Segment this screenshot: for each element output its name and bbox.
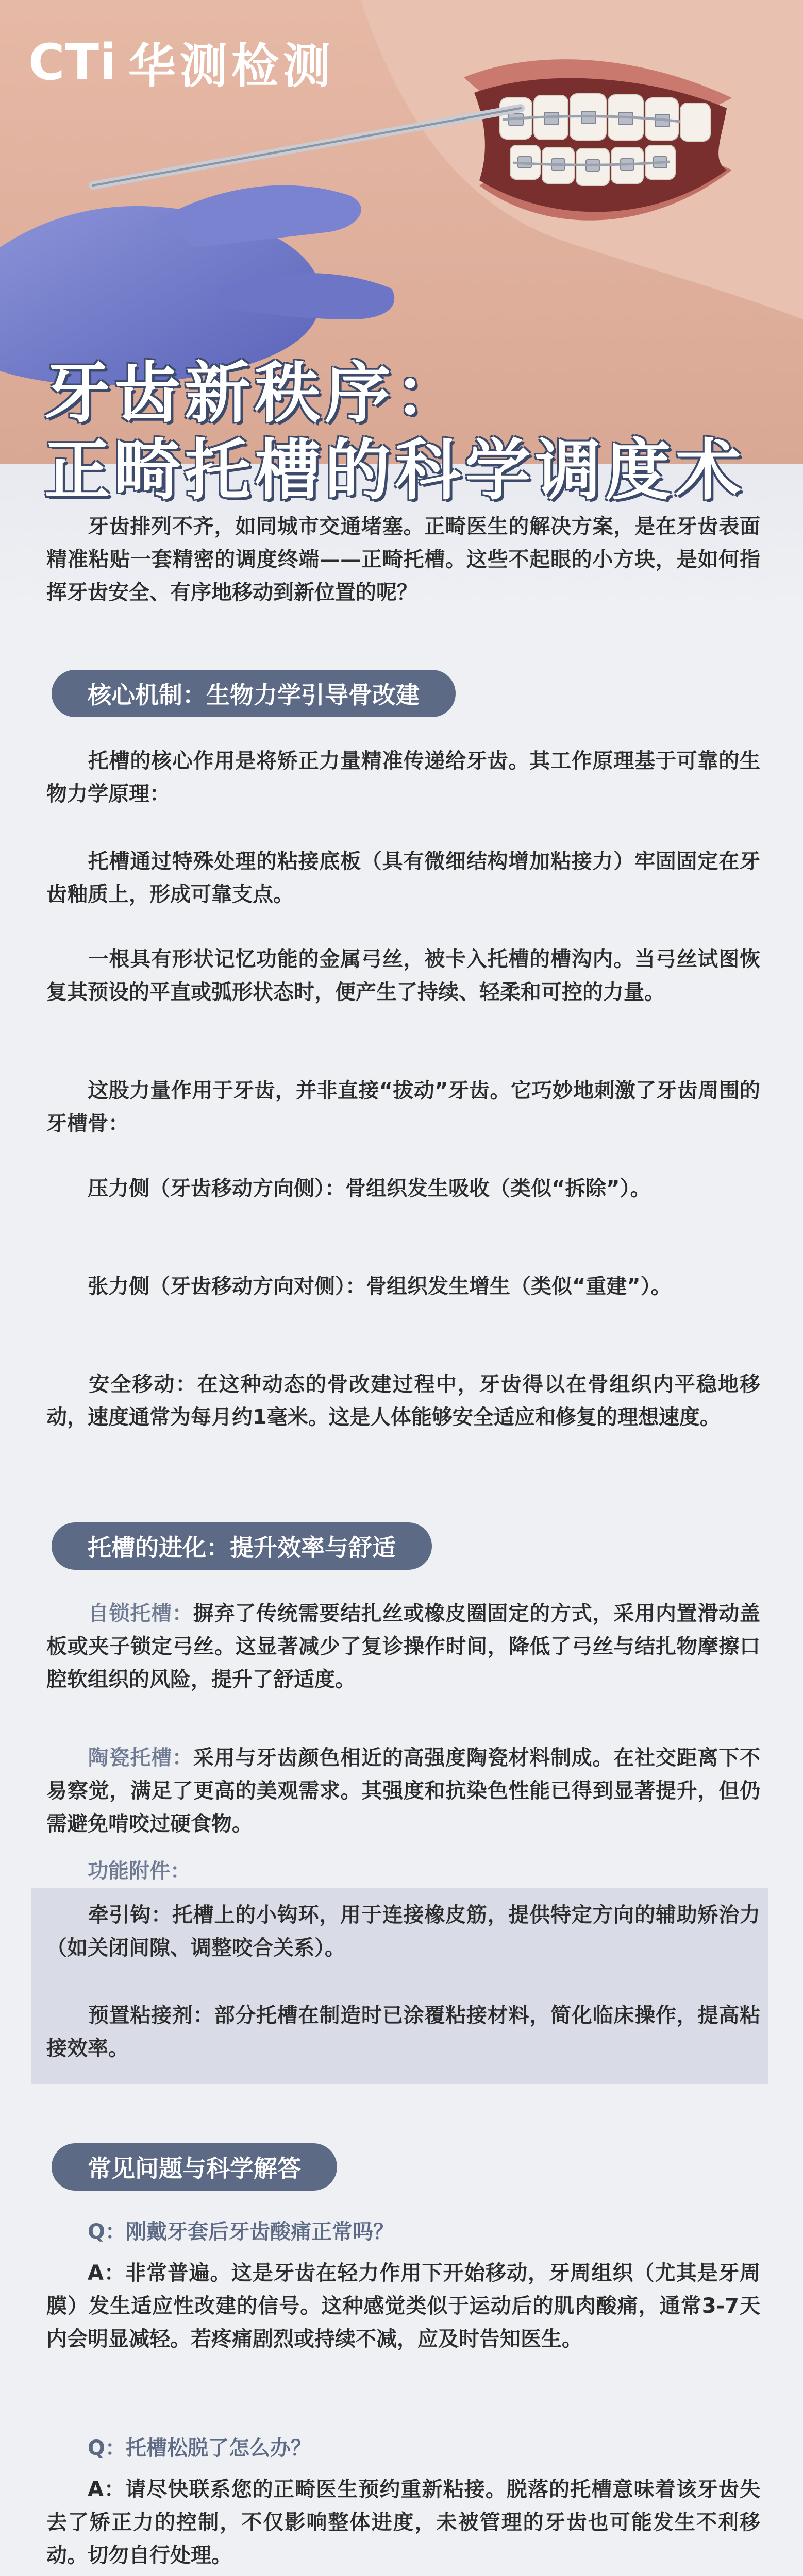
ceramic-paragraph: 陶瓷托槽：采用与牙齿颜色相近的高强度陶瓷材料制成。在社交距离下不易察觉，满足了更高的美观需求。其强度和抗染色性能已得到显著提升，但仍需避免啃咬过硬食物。 (46, 1746, 760, 1836)
hero-title-line1: 牙齿新秩序： (44, 355, 465, 432)
hero-title-line2: 正畸托槽的科学调度术 (44, 432, 746, 509)
faq-question-1: Q：刚戴牙套后牙齿酸痛正常吗？ (88, 2220, 394, 2244)
faq-answer-2: A：请尽快联系您的正畸医生预约重新粘接。脱落的托槽意味着该牙齿失去了矫正力的控制，不仅影响整体进度，未被管理的牙齿也可能发生不利移动。切勿自行处理。 (46, 2478, 760, 2567)
self-ligating-paragraph: 自锁托槽：摒弃了传统需要结扎丝或橡皮圈固定的方式，采用内置滑动盖板或夹子锁定弓丝。这显著减少了复诊操作时间，降低了弓丝与结扎物摩擦口腔软组织的风险，提升了舒适度。 (46, 1602, 760, 1691)
section-core-mechanism-header: 核心机制：生物力学引导骨改建 (52, 670, 456, 717)
section-faq-header: 常见问题与科学解答 (52, 2143, 337, 2191)
section-bracket-evolution-header: 托槽的进化：提升效率与舒适 (52, 1522, 432, 1570)
intro-paragraph: 牙齿排列不齐，如同城市交通堵塞。正畸医生的解决方案，是在牙齿表面精准粘贴一套精密的调度终端——正畸托槽。这些不起眼的小方块，是如何指挥牙齿安全、有序地移动到新位置的呢？ (46, 515, 760, 604)
section1-p4: 这股力量作用于牙齿，并非直接“拔动”牙齿。它巧妙地刺激了牙齿周围的牙槽骨： (46, 1079, 760, 1136)
section1-p6: 张力侧（牙齿移动方向对侧）：骨组织发生增生（类似“重建”）。 (88, 1275, 672, 1298)
section1-p3: 一根具有形状记忆功能的金属弓丝，被卡入托槽的槽沟内。当弓丝试图恢复其预设的平直或弧形状态时，便产生了持续、轻柔和可控的力量。 (46, 947, 760, 1004)
faq-answer-1: A：非常普遍。这是牙齿在轻力作用下开始移动，牙周组织（尤其是牙周膜）发生适应性改建的信号。这种感觉类似于运动后的肌肉酸痛，通常3-7天内会明显减轻。若疼痛剧烈或持续不减，应及时告知医生。 (46, 2261, 760, 2351)
brand-mark: CTi (28, 33, 117, 91)
section1-p2: 托槽通过特殊处理的粘接底板（具有微细结构增加粘接力）牢固固定在牙齿釉质上，形成可靠支点。 (46, 850, 760, 906)
section1-p1: 托槽的核心作用是将矫正力量精准传递给牙齿。其工作原理基于可靠的生物力学原理： (46, 749, 760, 806)
prebond-paragraph: 预置粘接剂：部分托槽在制造时已涂覆粘接材料，简化临床操作，提高粘接效率。 (46, 2004, 760, 2060)
ceramic-label: 陶瓷托槽： (88, 1746, 193, 1770)
faq-question-2: Q：托槽松脱了怎么办？ (88, 2436, 312, 2460)
hook-paragraph: 牵引钩：托槽上的小钩环，用于连接橡皮筋，提供特定方向的辅助矫治力（如关闭间隙、调整咬合关系）。 (46, 1903, 760, 1960)
hero-banner (0, 0, 803, 613)
accessories-label: 功能附件： (88, 1859, 191, 1883)
section1-p7: 安全移动：在这种动态的骨改建过程中，牙齿得以在骨组织内平稳地移动，速度通常为每月约1毫米。这是人体能够安全适应和修复的理想速度。 (46, 1372, 760, 1429)
self-ligating-label: 自锁托槽： (88, 1602, 193, 1625)
brand-logo (28, 28, 334, 96)
brand-name: 华测检测 (128, 39, 334, 94)
section1-p5: 压力侧（牙齿移动方向侧）：骨组织发生吸收（类似“拆除”）。 (88, 1177, 651, 1200)
